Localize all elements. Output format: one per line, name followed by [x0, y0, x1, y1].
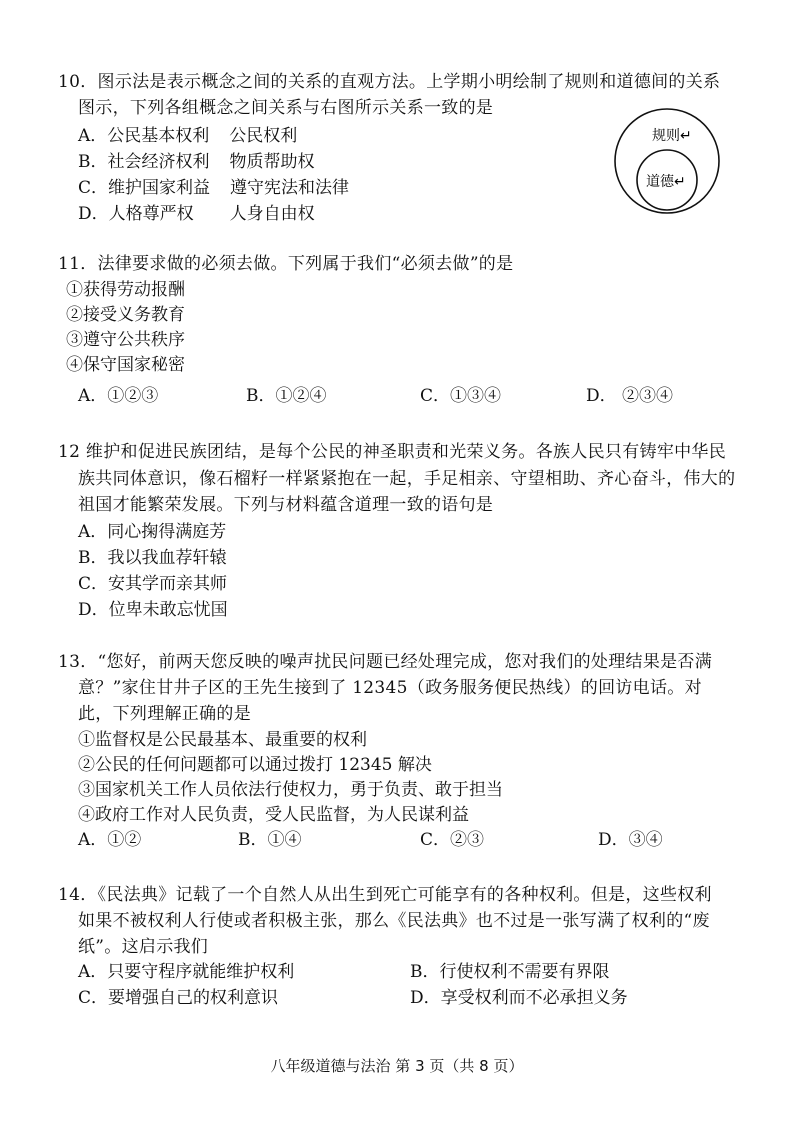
q11-item-2: ②接受义务教育 [66, 305, 185, 325]
q11-choice-d: D． ②③④ [586, 386, 674, 406]
page-footer: 八年级道德与法治 第 3 页（共 8 页） [270, 1057, 524, 1075]
q14-option-a: A．只要守程序就能维护权利 [78, 962, 295, 982]
q13-item-4: ④政府工作对人民负责，受人民监督，为人民谋利益 [78, 805, 469, 825]
q10-option-c-label: C． [78, 178, 109, 198]
q14-option-c: C．要增强自己的权利意识 [78, 988, 279, 1008]
q12-option-b: B．我以我血荐轩辕 [78, 548, 227, 568]
q10-option-b-term1: 社会经济权利 [107, 152, 210, 172]
q11-choice-c: C．①③④ [420, 386, 502, 406]
q12-option-c: C．安其学而亲其师 [78, 574, 228, 594]
q10-option-b [78, 150, 315, 174]
q14-stem-line-1: 14．《民法典》记载了一个自然人从出生到死亡可能享有的各种权利。但是，这些权利 [58, 885, 712, 905]
q10-stem-line-1: 10．图示法是表示概念之间的关系的直观方法。上学期小明绘制了规则和道德间的关系 [58, 72, 721, 92]
q13-choice-d: D．③④ [598, 830, 663, 850]
q10-option-d-label: D． [78, 204, 109, 224]
q13-item-2: ②公民的任何问题都可以通过拨打 12345 解决 [78, 755, 432, 775]
q12-stem-line-2: 族共同体意识，像石榴籽一样紧紧抱在一起，手足相亲、守望相助、齐心奋斗，伟大的 [78, 469, 736, 489]
q10-option-a-label: A． [78, 126, 108, 146]
q13-choice-a: A．①② [78, 830, 142, 850]
q12-option-a: A．同心掬得满庭芳 [78, 522, 227, 542]
q13-stem-line-2: 意？”家住甘井子区的王先生接到了 12345（政务服务便民热线）的回访电话。对 [78, 678, 702, 698]
q10-option-d-term1: 人格尊严权 [108, 204, 194, 224]
q12-option-d: D．位卑未敢忘忧国 [78, 600, 228, 620]
q11-choice-b: B．①②④ [246, 386, 327, 406]
q11-stem: 11．法律要求做的必须去做。下列属于我们“必须去做”的是 [58, 254, 514, 274]
q13-stem-line-3: 此，下列理解正确的是 [78, 704, 251, 724]
venn-diagram-svg [612, 106, 722, 216]
q11-choice-a: A．①②③ [78, 386, 159, 406]
q10-option-d-term2: 人身自由权 [229, 204, 315, 224]
q13-stem-line-1: 13．“您好，前两天您反映的噪声扰民问题已经处理完成，您对我们的处理结果是否满 [58, 652, 713, 672]
q12-stem-line-3: 祖国才能繁荣发展。下列与材料蕴含道理一致的语句是 [78, 495, 494, 515]
q10-option-c [78, 176, 349, 200]
rules-morality-diagram [612, 106, 722, 216]
q11-item-1: ①获得劳动报酬 [66, 280, 185, 300]
q10-option-b-label: B． [78, 152, 108, 172]
q14-stem-line-2: 如果不被权利人行使或者积极主张，那么《民法典》也不过是一张写满了权利的“废 [78, 911, 710, 931]
q10-option-d [78, 202, 315, 226]
q10-option-c-term2: 遵守宪法和法律 [230, 178, 350, 198]
q13-item-1: ①监督权是公民最基本、最重要的权利 [78, 730, 367, 750]
q13-item-3: ③国家机关工作人员依法行使权力，勇于负责、敢于担当 [78, 780, 503, 800]
q10-option-a-term2: 公民权利 [229, 126, 298, 146]
outer-label: 规则↵ [652, 128, 692, 144]
q14-option-d: D．享受权利而不必承担义务 [410, 988, 628, 1008]
q10-stem-line-2: 图示，下列各组概念之间关系与右图所示关系一致的是 [78, 98, 494, 118]
q12-stem-line-1: 12 维护和促进民族团结，是每个公民的神圣职责和光荣义务。各族人民只有铸牢中华民 [58, 442, 727, 462]
q14-stem-line-3: 纸”。这启示我们 [78, 937, 209, 957]
q14-option-b: B．行使权利不需要有界限 [410, 962, 610, 982]
q13-choice-c: C．②③ [420, 830, 485, 850]
outer-circle [615, 109, 719, 213]
q10-option-a [78, 124, 297, 148]
q10-option-b-term2: 物质帮助权 [229, 152, 315, 172]
q13-choice-b: B．①④ [238, 830, 302, 850]
q11-item-3: ③遵守公共秩序 [66, 330, 185, 350]
q10-option-a-term1: 公民基本权利 [107, 126, 210, 146]
inner-label: 道德↵ [646, 174, 686, 190]
q11-item-4: ④保守国家秘密 [66, 355, 185, 375]
q10-option-c-term1: 维护国家利益 [108, 178, 211, 198]
